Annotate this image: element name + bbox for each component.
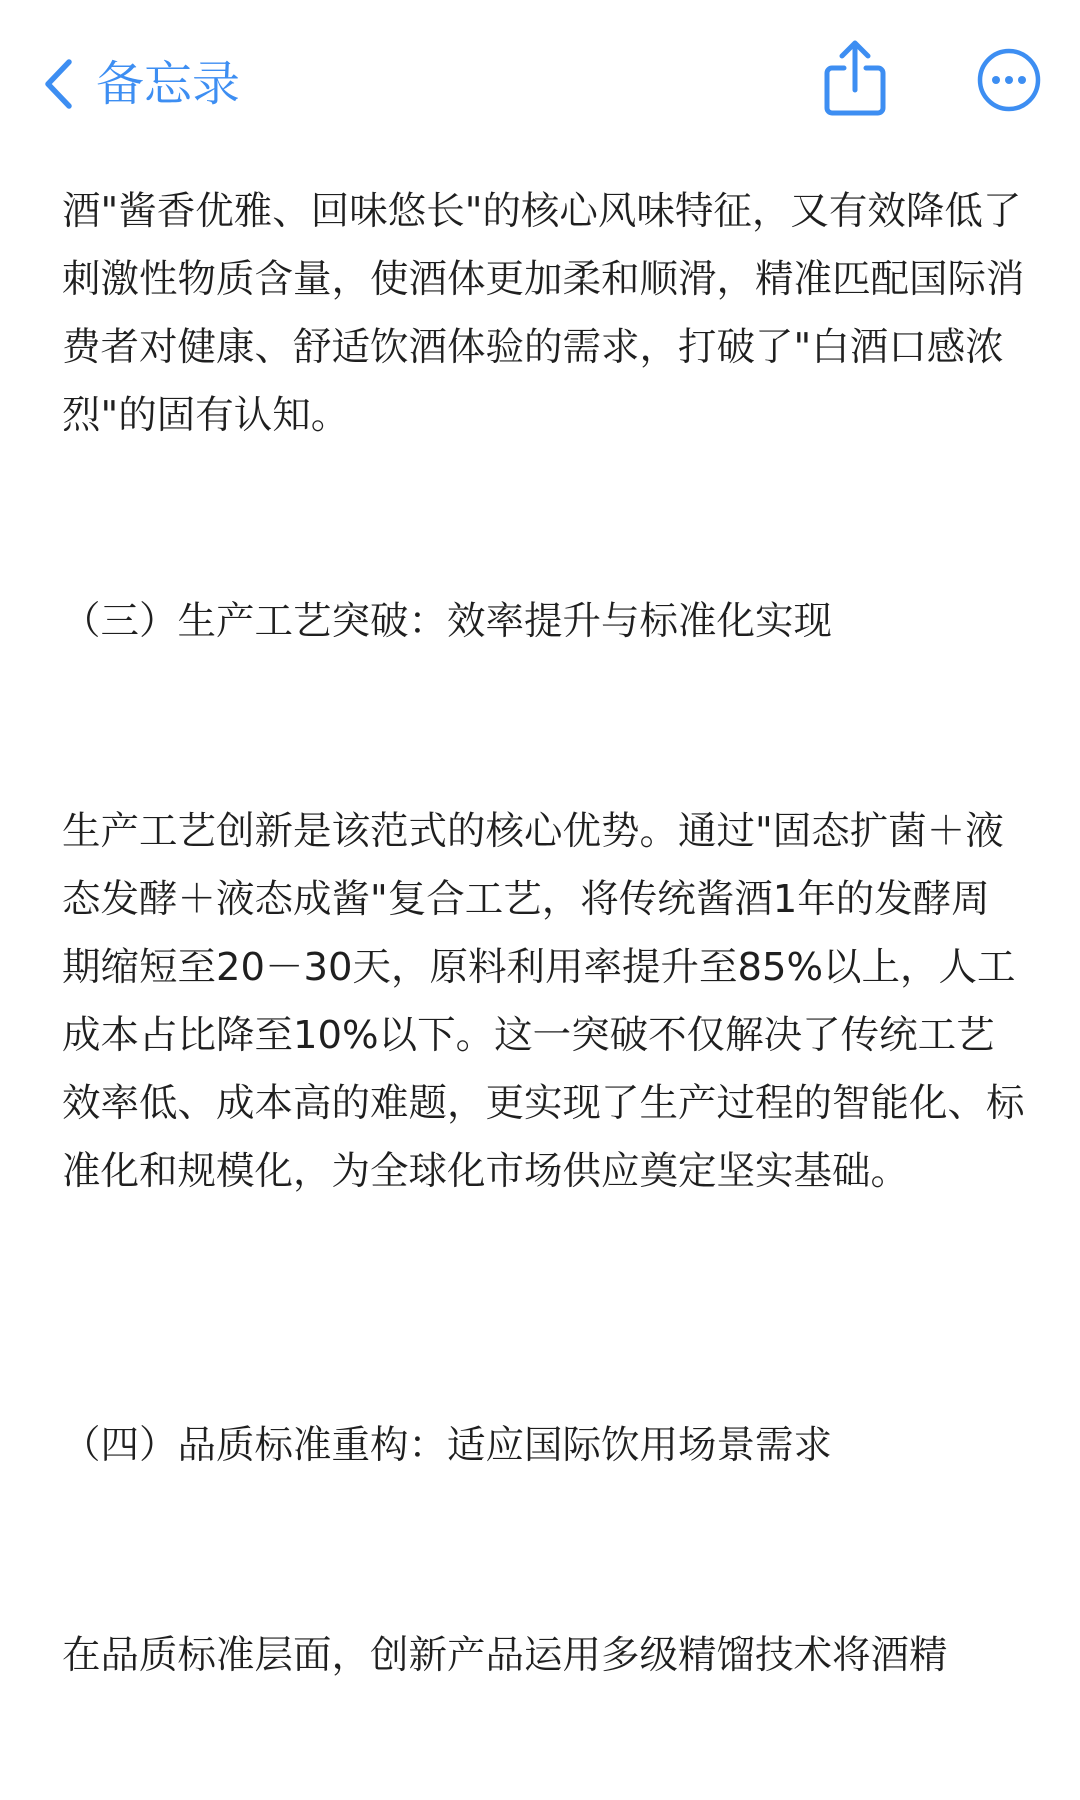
- share-icon: [820, 38, 890, 118]
- note-section-heading: （四）品质标准重构：适应国际饮用场景需求: [62, 1423, 833, 1468]
- note-section-heading: （三）生产工艺突破：效率提升与标准化实现: [62, 599, 833, 644]
- note-content[interactable]: [62, 178, 1028, 1800]
- share-button[interactable]: [820, 38, 890, 118]
- navigation-bar: [0, 0, 1080, 160]
- note-paragraph: 生产工艺创新是该范式的核心优势。通过"固态扩菌＋液态发酵＋液态成酱"复合工艺，将传统酱酒1年的发酵周期缩短至20－30天，原料利用率提升至85%以上，人工成本占比降至10%以下。这一突破不仅解决了传统工艺效率低、成本高的难题，更实现了生产过程的智能化、标准化和规模化，为全球化市场供应奠定坚实基础。: [62, 809, 1025, 1194]
- note-paragraph: 在品质标准层面，创新产品运用多级精馏技术将酒精: [62, 1633, 948, 1678]
- more-icon: [976, 47, 1042, 113]
- note-paragraph: 酒"酱香优雅、回味悠长"的核心风味特征，又有效降低了刺激性物质含量，使酒体更加柔和顺滑，精准匹配国际消费者对健康、舒适饮酒体验的需求，打破了"白酒口感浓烈"的固有认知。: [62, 189, 1025, 438]
- back-button[interactable]: [42, 48, 240, 120]
- more-button[interactable]: [976, 47, 1042, 113]
- back-label: 备忘录: [96, 56, 241, 112]
- chevron-left-icon: [42, 58, 76, 110]
